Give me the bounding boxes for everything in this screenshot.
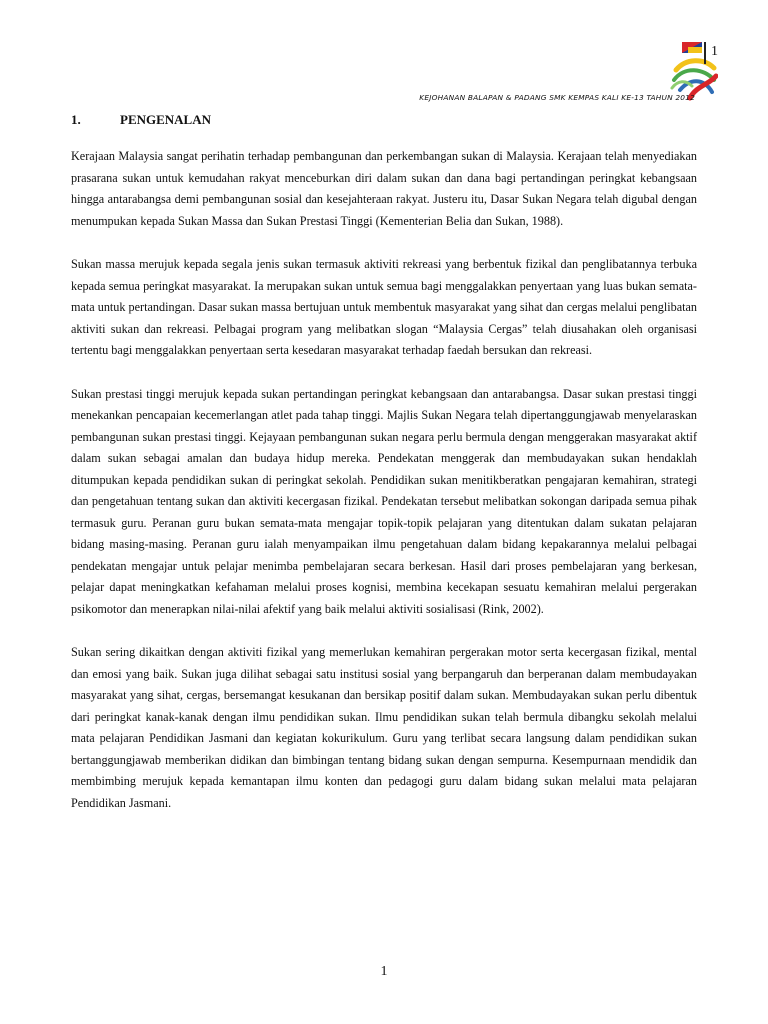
section-title: PENGENALAN [120,112,212,127]
paragraph: Sukan massa merujuk kepada segala jenis sukan termasuk aktiviti rekreasi yang berbentuk fizikal dan penglibatannya terbuka kepada semua peringkat masyarakat. Ia merupakan sukan untuk semua bagi menggalakkan penyertaan yang luas bukan semata-mata untuk pertandingan. Dasar sukan massa bertujuan untuk membentuk masyarakat yang sihat dan cergas melalui penglibatan aktiviti sukan dan rekreasi. Pelbagai program yang melibatkan slogan “Malaysia Cergas” telah diusahakan oleh organisasi tertentu bagi menggalakkan penyertaan serta kesedaran masyarakat terhadap faedah bersukan dan rekreasi. [71,257,697,357]
paragraph: Sukan prestasi tinggi merujuk kepada sukan pertandingan peringkat kebangsaan dan antarabangsa. Dasar sukan prestasi tinggi menekankan pencapaian kecemerlangan atlet pada tahap tinggi. Majlis Sukan Negara telah dipertanggungjawab menyelaraskan pembangunan sukan prestasi tinggi. Kejayaan pembangunan sukan negara perlu bermula dengan menggerakan masyarakat aktif dalam sukan sebagai amalan dan budaya hidup mereka. Pendekatan menggerak dan membudayakan sukan hendaklah ditumpukan kepada pendidikan sukan di peringkat sekolah. Pendidikan sukan menitikberatkan pengajaran kemahiran, strategi dan pengetahuan tentang sukan dan aktiviti kecergasan fizikal. Pendekatan tersebut melibatkan sokongan daripada semua pihak termasuk guru. Peranan guru bukan semata-mata mengajar topik-topik pelajaran yang ditentukan dalam sukatan pelajaran bidang masing-masing. Peranan guru ialah menyampaikan ilmu pengetahuan dalam bidang kepakarannya melalui pelbagai pendekatan mengajar untuk pelajar menimba pembelajaran secara berkesan. Hasil dari proses pembelajaran yang berkesan, pelajar dapat meningkatkan kefahaman melalui proses kognisi, membina kecekapan sesuatu kemahiran melalui pergerakan psikomotor dan menerapkan nilai-nilai afektif yang baik melalui aktiviti sosialisasi (Rink, 2002). [71,386,697,616]
section-number: 1. [71,112,81,127]
paragraph: Kerajaan Malaysia sangat perihatin terhadap pembangunan dan perkembangan sukan di Malaysia. Kerajaan telah menyediakan prasarana sukan untuk kemudahan rakyat menceburkan diri dalam sukan dan dana bagi pertandingan peringkat kebangsaan hingga antarabangsa demi pembangunan sosial dan kesejahteraan rakyat. Justeru itu, Dasar Sukan Negara telah digubal dengan menumpukan kepada Sukan Massa dan Sukan Prestasi Tinggi (Kementerian Belia dan Sukan, 1988). [71,149,697,228]
body-text [71,146,697,836]
footer-page-number: 1 [380,964,388,979]
header-divider [704,42,706,64]
header-page-number: 1 [711,44,718,59]
header-caption: KEJOHANAN BALAPAN & PADANG SMK KEMPAS KALI KE-13 TAHUN 2012 [419,93,695,102]
malaysia-flag-icon [682,42,702,53]
paragraph: Sukan sering dikaitkan dengan aktiviti fizikal yang memerlukan kemahiran pergerakan motor serta kecergasan fizikal, mental dan emosi yang baik. Sukan juga dilihat sebagai satu institusi sosial yang berpangaruh dan berperanan dalam membudayakan masyarakat yang sihat, cergas, bersemangat kesukanan dan bersikap positif dalam sukan. Membudayakan sukan perlu dibentuk dari peringkat kanak-kanak dengan ilmu pendidikan sukan. Ilmu pendidikan sukan telah bermula dibangku sekolah melalui mata pelajaran Pendidikan Jasmani dan kegiatan kokurikulum. Guru yang terlibat secara langsung dalam pendidikan sukan bertanggungjawab memberikan didikan dan bimbingan tentang bidang sukan dengan sempurna. Kesempurnaan mendidik dan membimbing merujuk kepada kemantapan ilmu konten dan pedagogi guru dalam bidang sukan melalui mata pelajaran Pendidikan Jasmani. [71,645,697,810]
section-heading [71,112,211,128]
